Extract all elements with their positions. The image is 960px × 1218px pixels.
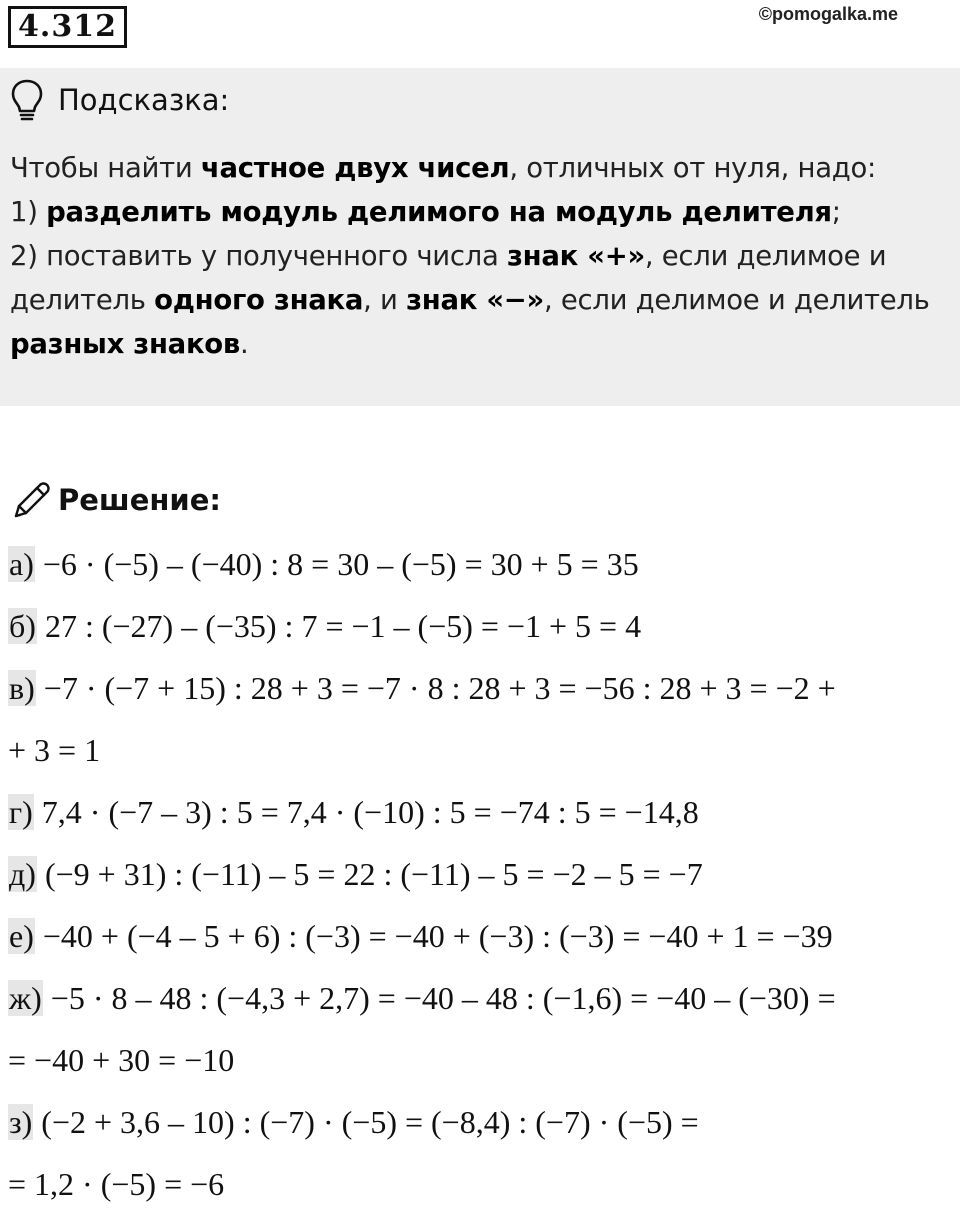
solution-line [8, 852, 703, 896]
solution-line [8, 1038, 234, 1082]
hint-text: 1) [10, 196, 47, 228]
item-expression: = −40 + 30 = −10 [8, 1042, 235, 1078]
hint-box [0, 68, 960, 406]
solution-line [8, 604, 641, 648]
solution-line [8, 1100, 699, 1144]
hint-bold-text: разделить модуль делимого на модуль делителя [46, 196, 832, 228]
item-label: в) [9, 670, 35, 706]
item-expression: −40 + (−4 – 5 + 6) : (−3) = −40 + (−3) : (−3) = −40 + 1 = −39 [34, 918, 833, 954]
hint-bold-text: частное двух чисел [200, 152, 510, 184]
hint-line [10, 278, 955, 322]
solution-line [8, 914, 833, 958]
hint-bold-text: знак «+» [506, 240, 645, 272]
item-label: б) [9, 608, 36, 644]
solution-title [10, 478, 221, 522]
hint-text: ; [831, 196, 841, 228]
hint-bold-text: одного знака [154, 284, 364, 316]
solution-line [8, 542, 639, 586]
item-expression: 7,4 · (−7 – 3) : 5 = 7,4 · (−10) : 5 = −74 : 5 = −14,8 [33, 794, 699, 830]
item-expression: −6 · (−5) – (−40) : 8 = 30 – (−5) = 30 + 5 = 35 [34, 546, 639, 582]
item-label: з) [9, 1104, 33, 1140]
hint-line [10, 146, 955, 190]
watermark: ©pomogalka.me [758, 4, 898, 24]
item-label: е) [9, 918, 34, 954]
hint-text: , если делимое и [644, 240, 887, 272]
hint-text: делитель [10, 284, 155, 316]
item-label: д) [9, 856, 36, 892]
item-expression: = 1,2 · (−5) = −6 [8, 1166, 225, 1202]
hint-bold-text: разных знаков [10, 328, 240, 360]
item-expression: 27 : (−27) – (−35) : 7 = −1 – (−5) = −1 + 5 = 4 [36, 608, 642, 644]
item-expression: (−2 + 3,6 – 10) : (−7) · (−5) = (−8,4) : (−7) · (−5) = [33, 1104, 699, 1140]
hint-text: , и [363, 284, 407, 316]
hint-line [10, 190, 955, 234]
hint-text: Чтобы найти [10, 152, 201, 184]
hint-bold-text: знак «−» [406, 284, 545, 316]
item-label: г) [9, 794, 33, 830]
hint-line [10, 322, 955, 366]
hint-body [10, 146, 955, 366]
item-expression: −5 · 8 – 48 : (−4,3 + 2,7) = −40 – 48 : (−1,6) = −40 – (−30) = [42, 980, 836, 1016]
solution-line [8, 666, 836, 710]
hint-line [10, 234, 955, 278]
hint-title [10, 78, 229, 122]
item-label: а) [9, 546, 34, 582]
hint-text: , отличных от нуля, надо: [509, 152, 876, 184]
solution-line [8, 728, 100, 772]
solution-line [8, 790, 699, 834]
item-expression: (−9 + 31) : (−11) – 5 = 22 : (−11) – 5 = −2 – 5 = −7 [36, 856, 703, 892]
solution-line [8, 976, 836, 1020]
solution-title-text: Решение: [58, 483, 222, 517]
pencil-icon [10, 478, 50, 522]
item-expression: + 3 = 1 [8, 732, 101, 768]
hint-text: , если делимое и делитель [544, 284, 930, 316]
item-label: ж) [9, 980, 42, 1016]
hint-title-text: Подсказка: [58, 83, 230, 117]
item-expression: −7 · (−7 + 15) : 28 + 3 = −7 · 8 : 28 + 3 = −56 : 28 + 3 = −2 + [35, 670, 836, 706]
solution-line [8, 1162, 224, 1206]
task-number: 4.312 [8, 6, 127, 48]
lightbulb-icon [10, 78, 44, 122]
hint-text: 2) поставить у полученного числа [10, 240, 507, 272]
hint-text: . [240, 328, 249, 360]
